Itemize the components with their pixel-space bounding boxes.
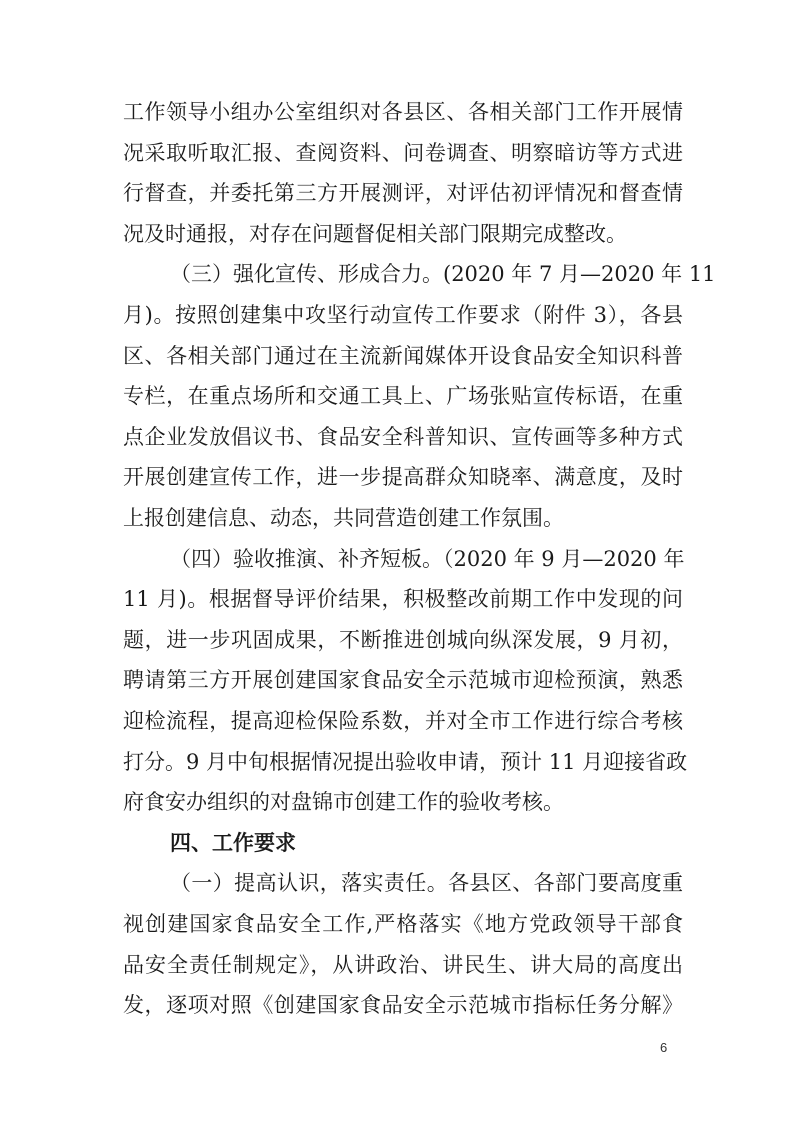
body-line: 况及时通报，对存在问题督促相关部门限期完成整改。	[123, 222, 627, 246]
body-line: 况采取听取汇报、查阅资料、问卷调查、明察暗访等方式进	[123, 141, 683, 165]
section-heading-line: （三）强化宣传、形成合力。(2020 年 7 月—2020 年 11	[170, 262, 716, 286]
body-line: 专栏，在重点场所和交通工具上、广场张贴宣传标语，在重	[123, 384, 683, 408]
body-line: 点企业发放倡议书、食品安全科普知识、宣传画等多种方式	[123, 425, 683, 449]
section-title: 四、工作要求	[170, 831, 296, 855]
section-heading-line: （一）提高认识，落实责任。各县区、各部门要高度重	[170, 871, 683, 895]
body-line: 工作领导小组办公室组织对各县区、各相关部门工作开展情	[123, 100, 683, 124]
body-line: 月)。按照创建集中攻坚行动宣传工作要求（附件 3），各县	[123, 303, 683, 327]
body-line: 题，进一步巩固成果，不断推进创城向纵深发展，9 月初，	[123, 628, 683, 652]
body-line: 行督查，并委托第三方开展测评，对评估初评情况和督查情	[123, 181, 683, 205]
body-line: 品安全责任制规定》，从讲政治、讲民生、讲大局的高度出	[123, 953, 683, 977]
body-line: 上报创建信息、动态，共同营造创建工作氛围。	[123, 506, 564, 530]
body-line: 发，逐项对照《创建国家食品安全示范城市指标任务分解》	[123, 993, 683, 1017]
section-heading-line: （四）验收推演、补齐短板。（2020 年 9 月—2020 年	[170, 547, 685, 571]
page-number: 6	[660, 1040, 668, 1055]
body-line: 打分。9 月中旬根据情况提出验收申请，预计 11 月迎接省政	[123, 750, 688, 774]
body-line: 11 月)。根据督导评价结果，积极整改前期工作中发现的问	[123, 587, 683, 611]
body-line: 开展创建宣传工作，进一步提高群众知晓率、满意度，及时	[123, 465, 683, 489]
body-line: 府食安办组织的对盘锦市创建工作的验收考核。	[123, 790, 564, 814]
body-line: 聘请第三方开展创建国家食品安全示范城市迎检预演，熟悉	[123, 668, 683, 692]
body-line: 迎检流程，提高迎检保险系数，并对全市工作进行综合考核	[123, 709, 683, 733]
body-line: 视创建国家食品安全工作,严格落实《地方党政领导干部食	[123, 912, 683, 936]
body-line: 区、各相关部门通过在主流新闻媒体开设食品安全知识科普	[123, 344, 683, 368]
